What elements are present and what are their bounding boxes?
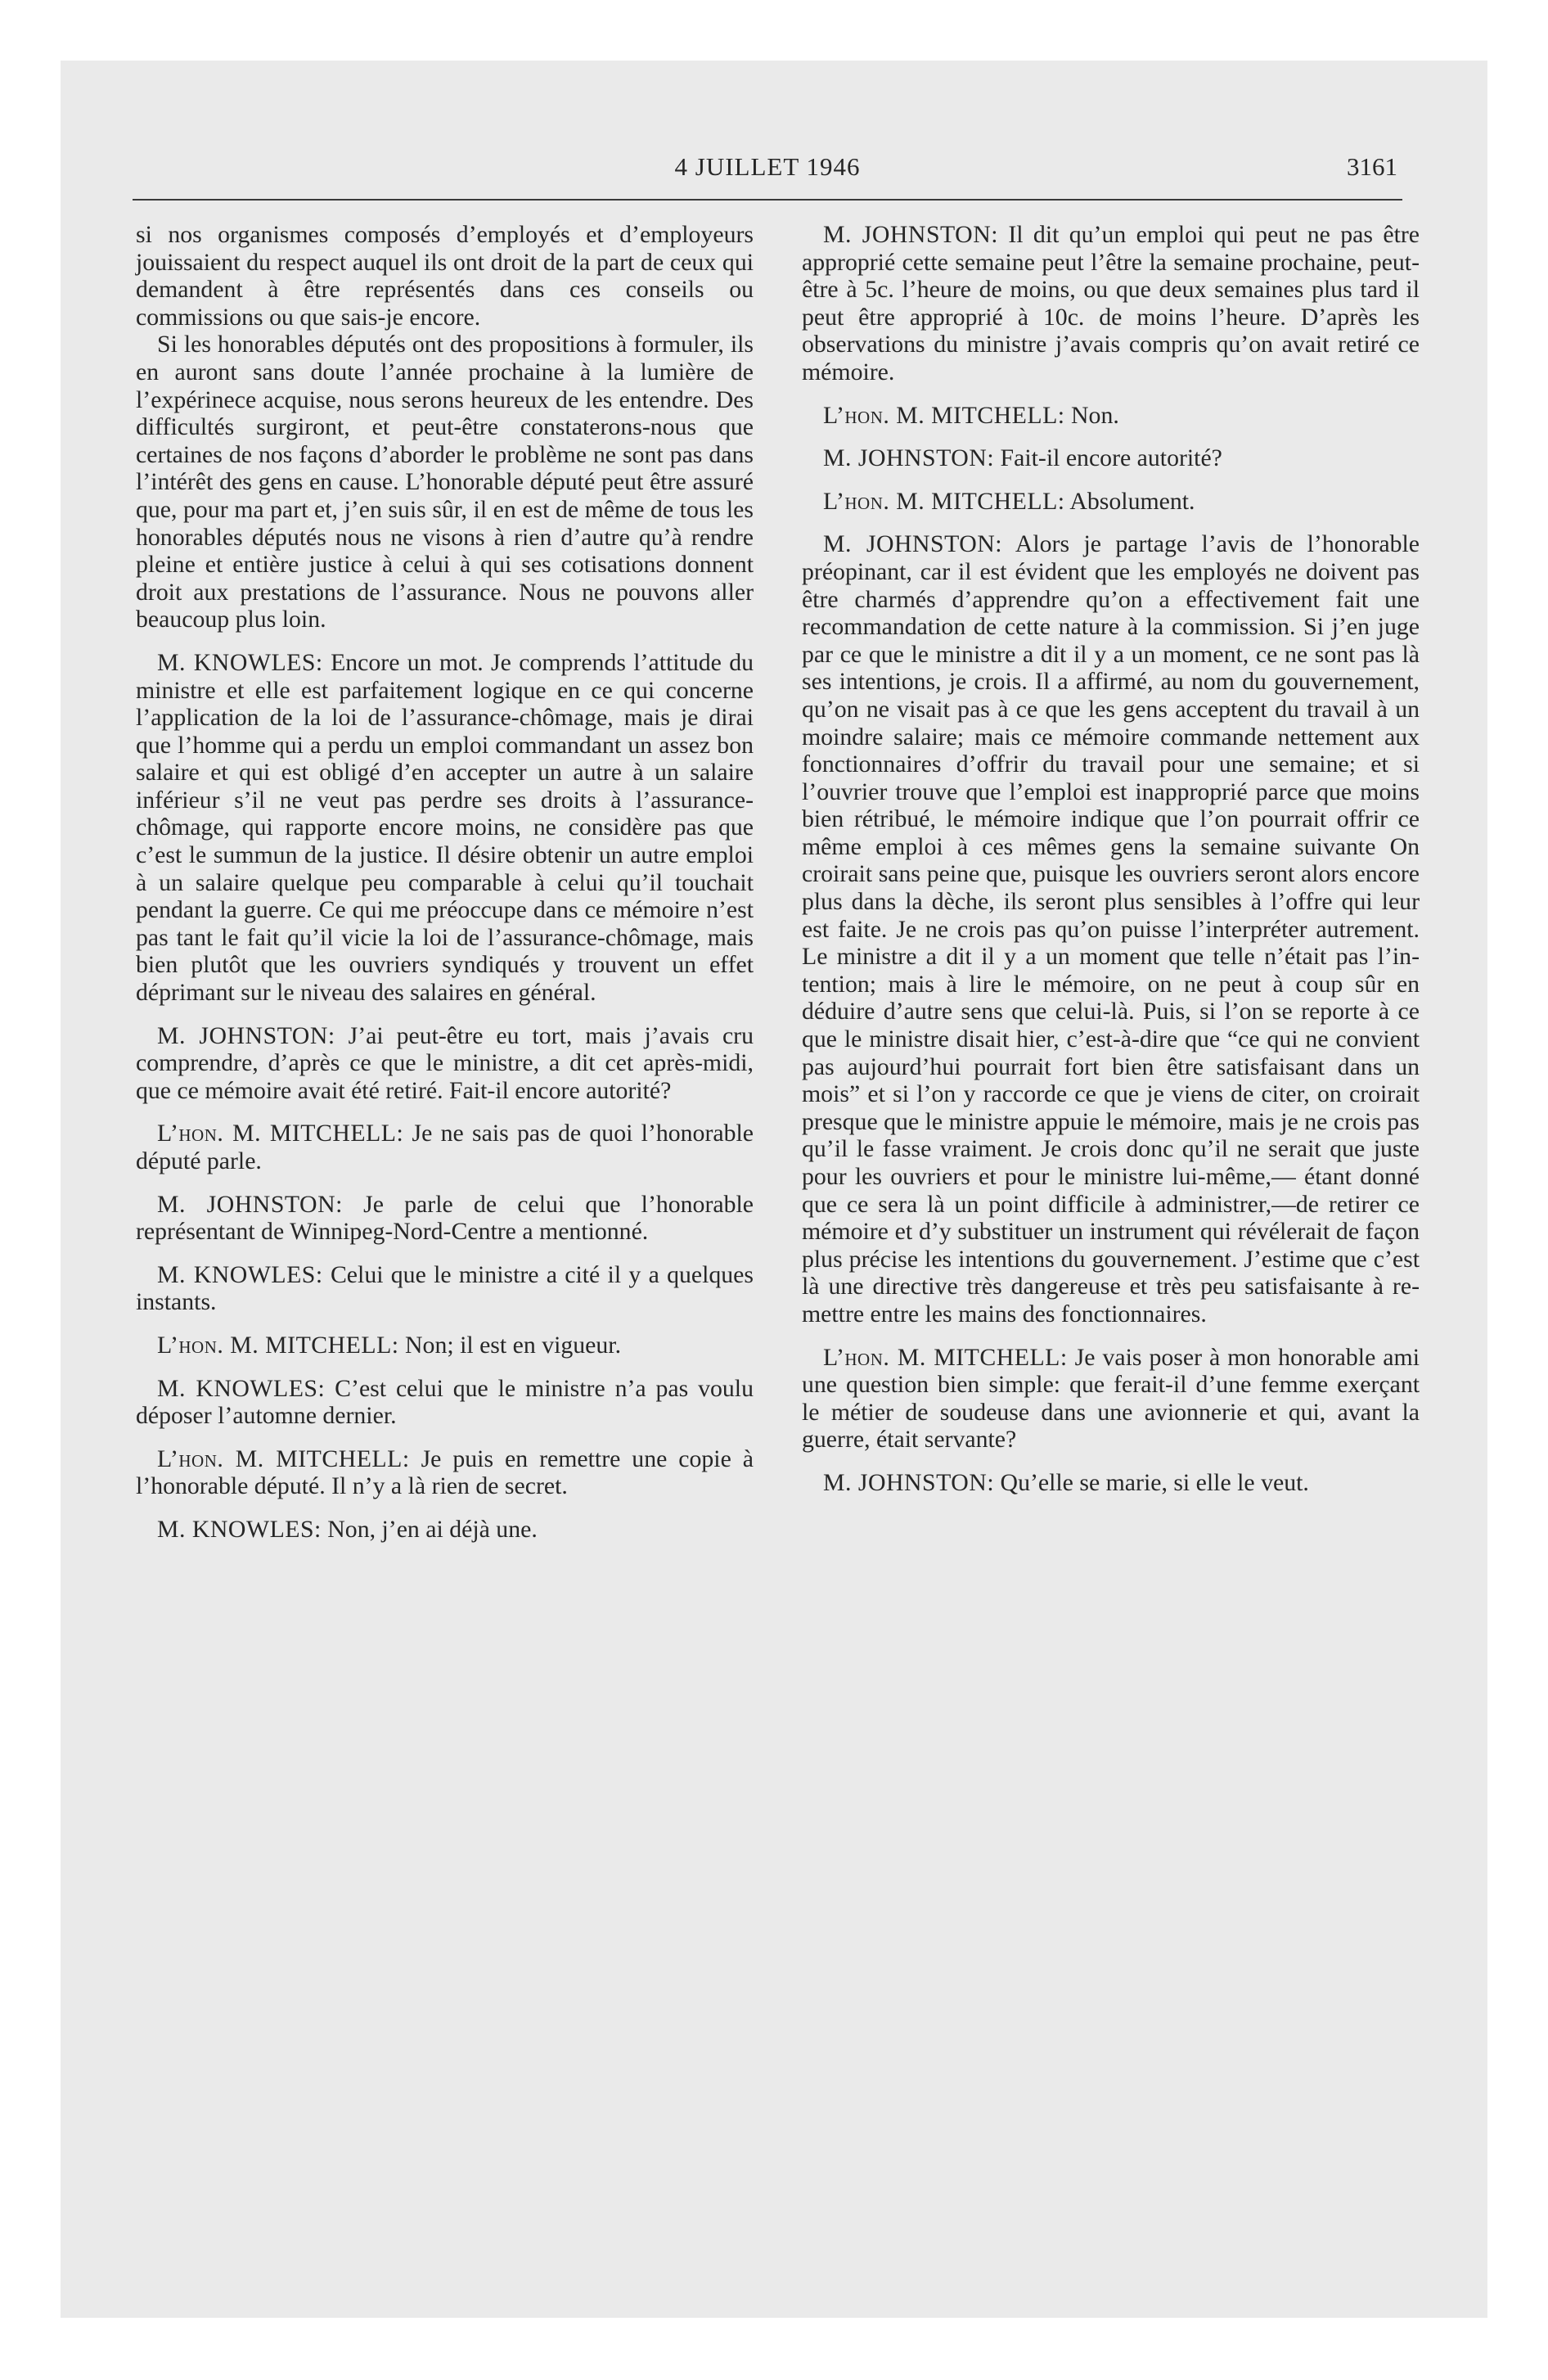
- speech-paragraph: [136, 1332, 754, 1359]
- speaker-name: M. JOHNSTON:: [157, 1021, 335, 1049]
- speaker-name: M. KNOWLES:: [157, 1515, 322, 1543]
- speaker-name: M. JOHNSTON:: [823, 221, 998, 248]
- page-header: [133, 152, 1402, 195]
- speech-text: Non.: [1071, 401, 1119, 429]
- speech-text: Fait-il encore autorité?: [1000, 444, 1222, 472]
- speech-text: C’est celui que le ministre n’a pas voulu déposer l’automne dernier.: [136, 1374, 754, 1430]
- speech-text: Il dit qu’un emploi qui peut ne pas être approprié cette semaine peut l’être la semaine prochaine, peut-être à 5c. l’heure de moins, ou que deux semaines plus tard il peut être approprié à 10c. de moins l’heure. D’après les observations du ministre j’avais compris qu’on avait retiré ce mémoire.: [802, 221, 1420, 385]
- speech-paragraph: [136, 1120, 754, 1174]
- speaker-name: M. JOHNSTON:: [823, 444, 995, 472]
- header-rule: [133, 199, 1402, 201]
- left-column: [136, 221, 754, 1544]
- paragraph: [136, 221, 754, 331]
- header-date: 4 JUILLET 1946: [674, 152, 861, 181]
- speech-paragraph: [802, 1469, 1420, 1497]
- speech-text: Encore un mot. Je comprends l’attitude du ministre et elle est parfaitement logique en ce qui concerne l’application de la loi de l’assurance-chômage, mais je dirai que l’homme qui a perdu un emploi commandant un assez bon salaire et qui est obligé d’en accepter un autre à un salaire inférieur s’il ne veut pas perdre ses droits à l’assurance-chômage, qui rapporte encore moins, ne considère pas que c’est le summun de la justice. Il désire obtenir un autre emploi à un salaire quelque peu comparable à celui qu’il touchait pendant la guerre. Ce qui me préoccupe dans ce mémoire n’est pas tant le fait qu’il vicie la loi de l’assurance-chômage, mais bien plutôt que les ouvriers syndiqués y trouvent un effet déprimant sur le niveau des salaires en général.: [136, 648, 754, 1007]
- speaker-name: L’hon. M. MITCHELL:: [157, 1120, 404, 1147]
- speech-paragraph: [136, 1261, 754, 1316]
- page-number: 3161: [1347, 152, 1397, 181]
- speech-text: Je vais poser à mon honorable ami une question bien simple: que ferait-il d’une femme exerçant le métier de soudeuse dans une avionnerie et qui, avant la guerre, était servante?: [802, 1343, 1420, 1454]
- speech-text: Je ne sais pas de quoi l’honorable député parle.: [136, 1120, 754, 1174]
- speaker-name: M. JOHNSTON:: [823, 530, 1003, 558]
- speaker-name: M. JOHNSTON:: [157, 1190, 343, 1218]
- speaker-name: L’hon. M. MITCHELL:: [157, 1445, 410, 1472]
- speech-paragraph: [802, 530, 1420, 1327]
- speech-text: Qu’elle se marie, si elle le veut.: [1000, 1468, 1309, 1496]
- speech-paragraph: [136, 1445, 754, 1500]
- speech-paragraph: [136, 1191, 754, 1246]
- speaker-name: L’hon. M. MITCHELL:: [157, 1331, 399, 1359]
- speech-text: Je puis en remettre une copie à l’honorable député. Il n’y a là rien de secret.: [136, 1445, 754, 1500]
- speech-paragraph: [802, 488, 1420, 516]
- speech-paragraph: [136, 1375, 754, 1430]
- speech-paragraph: [802, 402, 1420, 430]
- speech-paragraph: [136, 1022, 754, 1105]
- speech-paragraph: [136, 649, 754, 1007]
- paragraph-text: Si les honorables députés ont des propositions à formuler, ils en auront sans doute l’année prochaine à la lumière de l’expérinece acquise, nous serons heureux de les entendre. Des difficultés surgiront, et peut-être constaterons-nous que certaines de nos façons d’aborder le problème ne sont pas dans l’intérêt des gens en cause. L’honorable député peut être assuré que, pour ma part et, j’en suis sûr, il en est de même de tous les honorables députés nous ne visons à rien d’autre qu’à rendre pleine et entière justice à celui à qui ses cotisations donnent droit aux prestations de l’assurance. Nous ne pouvons aller beaucoup plus loin.: [136, 331, 754, 633]
- speech-text: Non; il est en vigueur.: [405, 1331, 622, 1359]
- right-column: [802, 221, 1420, 1497]
- paragraph-text: si nos organismes composés d’employés et d’employeurs jouissaient du respect auquel ils ont droit de la part de ceux qui demandent à être représentés dans ces conseils ou commissions ou que sais-je encore.: [136, 221, 754, 331]
- speaker-name: M. KNOWLES:: [157, 1260, 323, 1288]
- speech-text: J’ai peut-être eu tort, mais j’avais cru comprendre, d’après ce que le ministre, a dit cet après-midi, que ce mémoire avait été retiré. Fait-il encore autorité?: [136, 1021, 754, 1104]
- speaker-name: L’hon. M. MITCHELL:: [823, 401, 1065, 429]
- speaker-name: M. KNOWLES:: [157, 1374, 326, 1402]
- speech-text: Je parle de celui que l’honorable représentant de Winnipeg-Nord-Centre a mentionné.: [136, 1190, 754, 1246]
- speech-text: Celui que le ministre a cité il y a quelques instants.: [136, 1260, 754, 1316]
- speaker-name: M. JOHNSTON:: [823, 1468, 995, 1496]
- speech-paragraph: [802, 1344, 1420, 1454]
- speaker-name: M. KNOWLES:: [157, 648, 323, 676]
- speech-paragraph: [802, 221, 1420, 386]
- speech-text: Absolument.: [1069, 487, 1195, 515]
- speech-text: Non, j’en ai déjà une.: [327, 1515, 538, 1543]
- speech-paragraph: [136, 1516, 754, 1544]
- speech-paragraph: [802, 444, 1420, 472]
- paragraph: [136, 331, 754, 633]
- speaker-name: L’hon. M. MITCHELL:: [823, 1343, 1068, 1371]
- speaker-name: L’hon. M. MITCHELL:: [823, 487, 1065, 515]
- speech-text: Alors je partage l’avis de l’honorable préopinant, car il est évident que les employés ne doivent pas être charmés d’apprendre qu’on a effectivement fait une recommandation de cette nature à la commission. Si j’en juge par ce que le ministre a dit il y a un moment, ce ne sont pas là ses intentions, je crois. Il a affirmé, au nom du gouvernement, qu’on ne visait pas à ce que les gens acceptent du travail à un moindre salaire; mais ce mémoire commande nettement aux fonctionnaires d’offrir du travail pour une semaine; et si l’ouvrier trouve que l’emploi est inapproprié parce que moins bien rétribué, le mémoire indique que l’on pourrait offrir ce même emploi à ces mêmes gens la semaine suivante On croirait sans peine que, puisque les ouvriers seront alors encore plus dans la dèche, ils seront plus sensibles à l’offre qui leur est faite. Je ne crois pas qu’on puisse l’interpréter autrement. Le ministre a dit il y a un moment que telle n’était pas l’intention; mais à lire le mémoire, on ne peut à coup sûr en déduire d’autre sens que celui-là. Puis, si l’on se reporte à ce que le ministre disait hier, c’est-à-dire que “ce qui ne convient pas aujourd’hui pourrait fort bien être satisfaisant dans un mois” et si l’on y raccorde ce que je viens de citer, on croirait presque que le ministre appuie le mémoire, mais je ne crois pas qu’il le fasse vraiment. Je crois donc qu’il ne serait que juste pour les ouvriers et pour le ministre lui-même,— étant donné que ce sera là un point difficile à administrer,—de retirer ce mémoire et d’y substituer un instrument qui révélerait de façon plus précise les intentions du gouvernement. J’estime que c’est là une directive très dangereuse et très peu satisfaisante à remettre entre les mains des fonctionnaires.: [802, 530, 1420, 1327]
